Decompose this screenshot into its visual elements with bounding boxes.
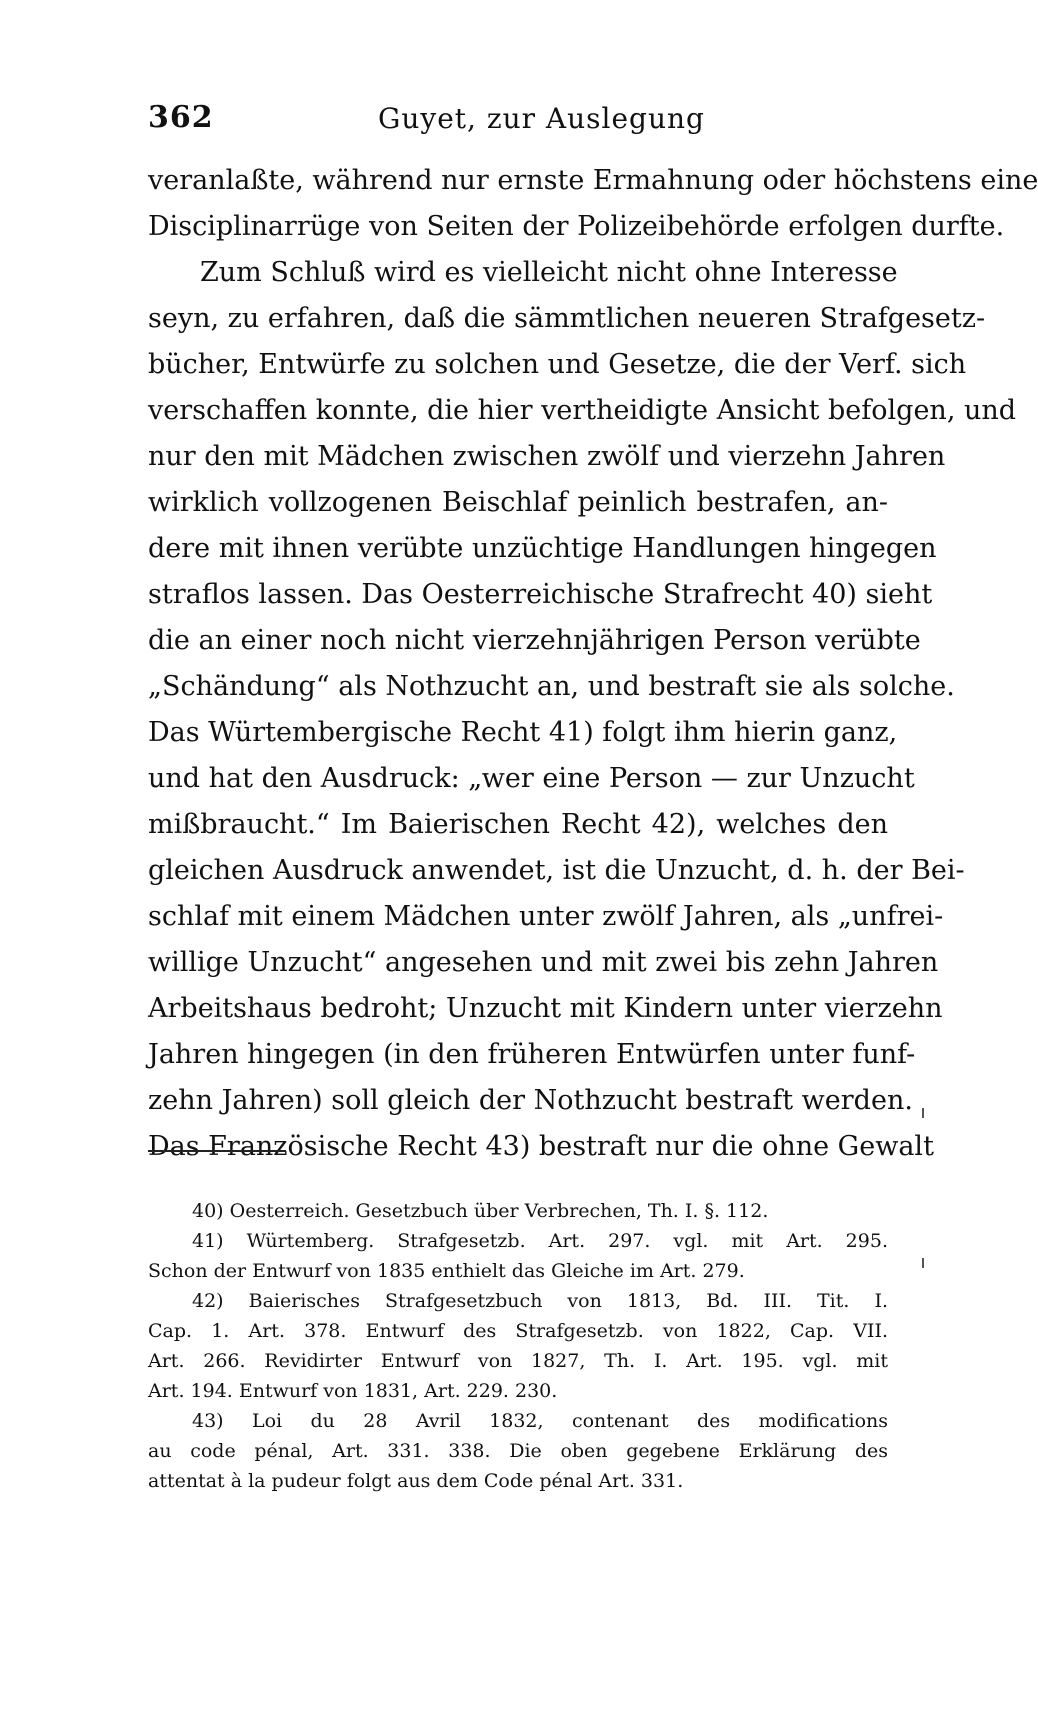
text-line: Disciplinarrüge von Seiten der Polizeibehörde erfolgen durfte. xyxy=(148,211,1005,242)
main-text xyxy=(148,158,1038,1170)
footnote-line: Schon der Entwurf von 1835 enthielt das Gleiche im Art. 279. xyxy=(148,1260,745,1282)
text-line: zehn Jahren) soll gleich der Nothzucht bestraft werden. xyxy=(148,1085,913,1116)
page-header xyxy=(148,100,888,140)
text-line: gleichen Ausdruck anwendet, ist die Unzucht, d. h. der Bei- xyxy=(148,855,965,886)
footnote-line: 42) Baierisches Strafgesetzbuch von 1813, Bd. III. Tit. I. xyxy=(192,1290,888,1312)
text-line: Das Französische Recht 43) bestraft nur die ohne Gewalt xyxy=(148,1131,934,1162)
text-line: Das Würtembergische Recht 41) folgt ihm hierin ganz, xyxy=(148,717,898,748)
text-line: seyn, zu erfahren, daß die sämmtlichen neueren Strafgesetz- xyxy=(148,303,986,334)
footnotes xyxy=(148,1196,888,1496)
footnote-line: 41) Würtemberg. Strafgesetzb. Art. 297. vgl. mit Art. 295. xyxy=(192,1230,888,1252)
footnote-line: 40) Oesterreich. Gesetzbuch über Verbrechen, Th. I. §. 112. xyxy=(192,1200,769,1222)
text-line: nur den mit Mädchen zwischen zwölf und vierzehn Jahren xyxy=(148,441,946,472)
text-line: Zum Schluß wird es vielleicht nicht ohne Interesse xyxy=(200,257,898,288)
footnote-separator xyxy=(148,1150,286,1152)
footnote-line: Art. 266. Revidirter Entwurf von 1827, Th. I. Art. 195. vgl. mit xyxy=(148,1350,888,1372)
margin-mark xyxy=(922,1258,924,1268)
footnote-line: Cap. 1. Art. 378. Entwurf des Strafgesetzb. von 1822, Cap. VII. xyxy=(148,1320,888,1342)
page-number: 362 xyxy=(148,100,214,135)
text-line: bücher, Entwürfe zu solchen und Gesetze, die der Verf. sich xyxy=(148,349,967,380)
text-line: und hat den Ausdruck: „wer eine Person — zur Unzucht xyxy=(148,763,915,794)
text-line: mißbraucht.“ Im Baierischen Recht 42), welches den xyxy=(148,809,888,840)
text-line: dere mit ihnen verübte unzüchtige Handlungen hingegen xyxy=(148,533,937,564)
footnote-line: au code pénal, Art. 331. 338. Die oben gegebene Erklärung des xyxy=(148,1440,888,1462)
text-line: Jahren hingegen (in den früheren Entwürfen unter funf- xyxy=(148,1039,916,1070)
text-line: Arbeitshaus bedroht; Unzucht mit Kindern unter vierzehn xyxy=(148,993,943,1024)
text-line: willige Unzucht“ angesehen und mit zwei bis zehn Jahren xyxy=(148,947,939,978)
text-line: veranlaßte, während nur ernste Ermahnung oder höchstens eine xyxy=(148,165,1038,196)
text-line: wirklich vollzogenen Beischlaf peinlich bestrafen, an- xyxy=(148,487,888,518)
text-line: verschaffen konnte, die hier vertheidigte Ansicht befolgen, und xyxy=(148,395,1017,426)
text-line: die an einer noch nicht vierzehnjährigen Person verübte xyxy=(148,625,921,656)
footnote-line: Art. 194. Entwurf von 1831, Art. 229. 230. xyxy=(148,1380,558,1402)
text-line: schlaf mit einem Mädchen unter zwölf Jahren, als „unfrei- xyxy=(148,901,944,932)
text-line: straflos lassen. Das Oesterreichische Strafrecht 40) sieht xyxy=(148,579,933,610)
text-line: „Schändung“ als Nothzucht an, und bestraft sie als solche. xyxy=(148,671,955,702)
margin-mark xyxy=(922,1108,924,1118)
footnote-line: attentat à la pudeur folgt aus dem Code pénal Art. 331. xyxy=(148,1470,684,1492)
running-head: Guyet, zur Auslegung xyxy=(378,102,705,135)
footnote-line: 43) Loi du 28 Avril 1832, contenant des modifications xyxy=(192,1410,888,1432)
